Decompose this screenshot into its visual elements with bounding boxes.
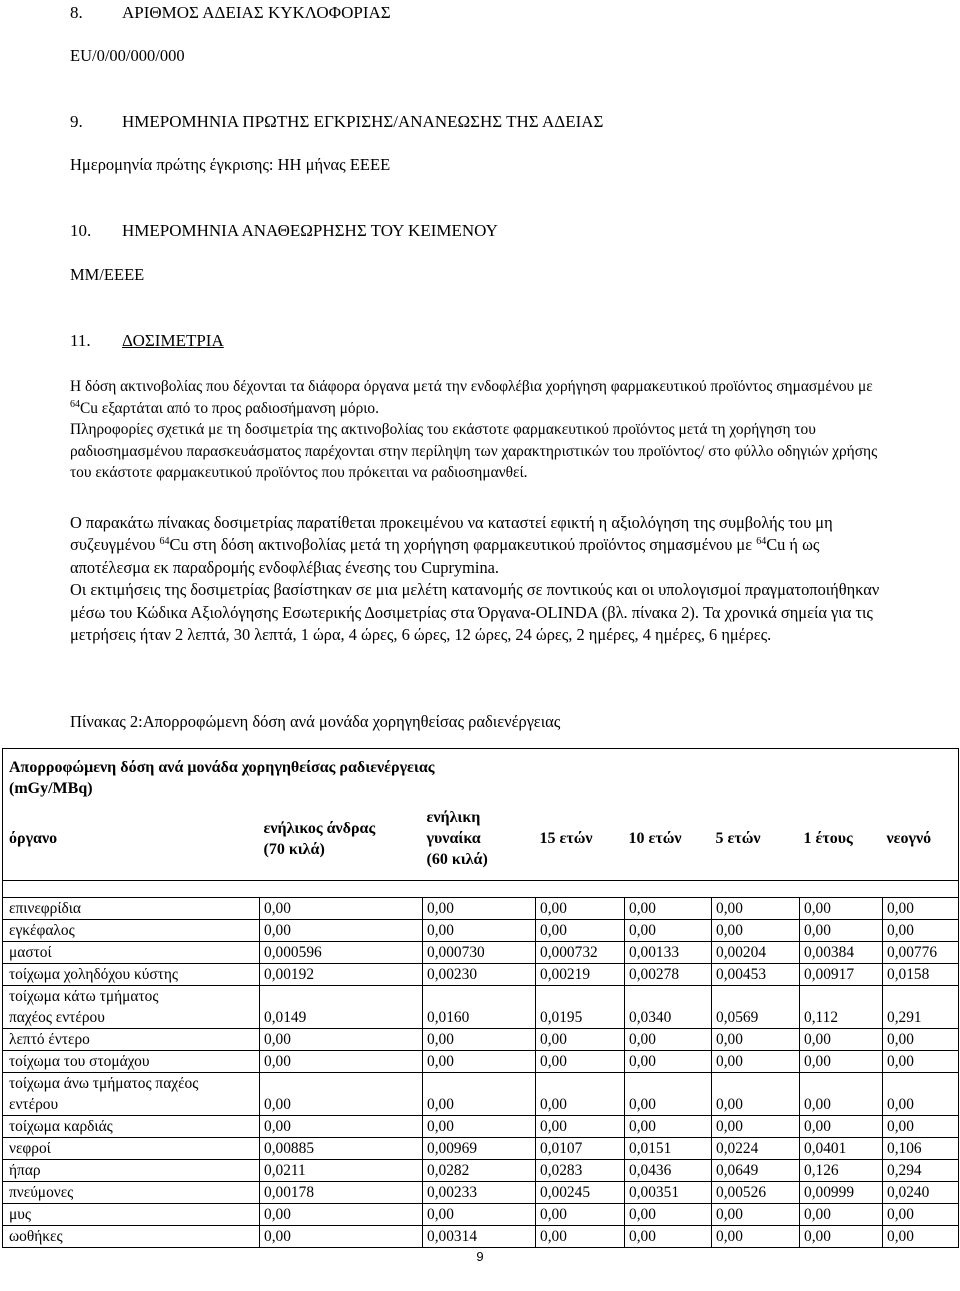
dose-value-cell: 0,00219 bbox=[536, 964, 625, 986]
dose-value-cell: 0,00 bbox=[536, 1226, 625, 1248]
header-5-years bbox=[712, 803, 800, 881]
dose-value-cell: 0,00 bbox=[260, 920, 423, 942]
organ-name: ήπαρ bbox=[9, 1162, 41, 1179]
organ-name: νεφροί bbox=[9, 1140, 51, 1157]
paragraph-estimates: Οι εκτιμήσεις της δοσιμετρίας βασίστηκαν σε μια μελέτη κατανομής σε ποντικούς και οι υπολογισμοί πραγματοποιήθηκαν μέσω του Κώδικα Αξιολόγησης Εσωτερικής Δοσιμετρίας στα Όργανα-OLINDA (βλ. πίνακα 2). Τα χρονικά σημεία για τις μετρήσεις ήταν 2 λεπτά, 30 λεπτά, 1 ώρα, 4 ώρες, 6 ώρες, 12 ώρες, 24 ώρες, 2 ημέρες, 4 ημέρες, 6 ημέρες. bbox=[70, 580, 880, 645]
dose-value-cell: 0,0282 bbox=[423, 1160, 536, 1182]
dose-value-cell: 0,00969 bbox=[423, 1138, 536, 1160]
text-run: Ο παρακάτω πίνακας δοσιμετρίας παρατίθεται προκειμένου να καταστεί εφικτή η αξιολόγηση της συμβολής του μη συζευγμένου bbox=[70, 513, 833, 555]
dose-value-cell: 0,00 bbox=[712, 898, 800, 920]
table-row bbox=[3, 1160, 959, 1182]
dose-value-cell: 0,00 bbox=[536, 1116, 625, 1138]
dose-value-cell: 0,00 bbox=[536, 1029, 625, 1051]
section-title: ΔΟΣΙΜΕΤΡΙΑ bbox=[122, 331, 224, 350]
dosimetry-text-block-1 bbox=[70, 376, 890, 484]
dose-value-cell: 0,00204 bbox=[712, 942, 800, 964]
header-adult-female bbox=[423, 803, 536, 881]
table-row bbox=[3, 942, 959, 964]
text-run: Cu ή ως αποτέλεσμα εκ παραδρομής ενδοφλέβιας ένεσης του Cuprymina. bbox=[70, 535, 820, 577]
organ-cell bbox=[3, 986, 260, 1029]
table-row bbox=[3, 1204, 959, 1226]
dose-value-cell: 0,00 bbox=[712, 1116, 800, 1138]
dose-value-cell: 0,00230 bbox=[423, 964, 536, 986]
header-text: 10 ετών bbox=[628, 830, 682, 847]
dose-value-cell: 0,00192 bbox=[260, 964, 423, 986]
header-text: όργανο bbox=[9, 830, 58, 847]
paragraph-table-purpose bbox=[70, 512, 890, 579]
dose-value-cell: 0,00 bbox=[260, 898, 423, 920]
revision-date: MM/ΕΕΕΕ bbox=[70, 265, 145, 284]
table-row bbox=[3, 920, 959, 942]
dose-value-cell: 0,00 bbox=[712, 1226, 800, 1248]
dose-value-cell: 0,00 bbox=[800, 1204, 883, 1226]
dose-value-cell: 0,00 bbox=[800, 1051, 883, 1073]
section-10-heading bbox=[70, 221, 498, 241]
section-number: 11. bbox=[70, 331, 91, 350]
dose-value-cell: 0,294 bbox=[883, 1160, 959, 1182]
section-9-heading bbox=[70, 112, 603, 132]
table-header-row bbox=[3, 803, 959, 881]
table-row bbox=[3, 898, 959, 920]
header-newborn bbox=[883, 803, 959, 881]
header-text: 5 ετών bbox=[715, 830, 761, 847]
header-text: (60 κιλά) bbox=[426, 851, 488, 868]
header-text: (70 κιλά) bbox=[263, 840, 325, 858]
organ-cell bbox=[3, 898, 260, 920]
table-row bbox=[3, 964, 959, 986]
dose-value-cell: 0,00 bbox=[712, 1029, 800, 1051]
organ-name: εντέρου bbox=[9, 1096, 59, 1113]
dose-value-cell: 0,00 bbox=[883, 1204, 959, 1226]
organ-cell bbox=[3, 1204, 260, 1226]
organ-name: λεπτό έντερο bbox=[9, 1031, 90, 1048]
table-title: Απορροφώμενη δόση ανά μονάδα χορηγηθείσας ραδιενέργειας bbox=[9, 759, 435, 776]
dose-value-cell: 0,00 bbox=[712, 1073, 800, 1116]
dose-value-cell: 0,00 bbox=[260, 1116, 423, 1138]
dose-value-cell: 0,00 bbox=[883, 1029, 959, 1051]
dose-value-cell: 0,00 bbox=[625, 1116, 712, 1138]
header-text: ενήλικη bbox=[426, 809, 481, 826]
table-row bbox=[3, 1116, 959, 1138]
organ-cell bbox=[3, 964, 260, 986]
dose-value-cell: 0,00384 bbox=[800, 942, 883, 964]
header-organ bbox=[3, 803, 260, 881]
organ-name: εγκέφαλος bbox=[9, 922, 75, 939]
section-11-heading bbox=[70, 331, 224, 351]
table-row bbox=[3, 1138, 959, 1160]
dose-value-cell: 0,106 bbox=[883, 1138, 959, 1160]
organ-name: παχέος εντέρου bbox=[9, 1009, 105, 1026]
dose-value-cell: 0,00 bbox=[260, 1204, 423, 1226]
dose-value-cell: 0,00 bbox=[800, 1073, 883, 1116]
organ-cell bbox=[3, 1116, 260, 1138]
dosimetry-table bbox=[2, 748, 959, 1248]
header-1-year bbox=[800, 803, 883, 881]
table-row bbox=[3, 1073, 959, 1116]
dose-value-cell: 0,00 bbox=[260, 1051, 423, 1073]
dose-value-cell: 0,00 bbox=[260, 1029, 423, 1051]
organ-name: ωοθήκες bbox=[9, 1228, 63, 1245]
dose-value-cell: 0,00 bbox=[800, 920, 883, 942]
dose-value-cell: 0,0107 bbox=[536, 1138, 625, 1160]
table-row bbox=[3, 1182, 959, 1204]
isotope-superscript: 64 bbox=[159, 536, 170, 548]
dose-value-cell: 0,00 bbox=[423, 1204, 536, 1226]
dose-value-cell: 0,00 bbox=[536, 1073, 625, 1116]
dose-value-cell: 0,112 bbox=[800, 986, 883, 1029]
text-run: Cu στη δόση ακτινοβολίας μετά τη χορήγηση φαρμακευτικού προϊόντος σημασμένου με bbox=[169, 535, 757, 555]
spacer-cell bbox=[3, 881, 959, 898]
header-text: ενήλικος άνδρας bbox=[263, 819, 376, 837]
paragraph-dosimetry-info: Πληροφορίες σχετικά με τη δοσιμετρία της ακτινοβολίας του εκάστοτε φαρμακευτικού προϊόντος μετά τη χορήγηση του ραδιοσημασμένου παρασκευάσματος παρέχονται στην περίληψη των χαρακτηριστικών του προϊόντος/ στο φύλλο οδηγιών χρήσης του εκάστοτε φαρμακευτικού προϊόντος που πρόκειται να ραδιοσημανθεί. bbox=[70, 421, 878, 482]
table-caption: Πίνακας 2:Απορροφώμενη δόση ανά μονάδα χορηγηθείσας ραδιενέργειας bbox=[70, 712, 561, 731]
dose-value-cell: 0,0240 bbox=[883, 1182, 959, 1204]
organ-cell bbox=[3, 1073, 260, 1116]
dose-value-cell: 0,00 bbox=[883, 920, 959, 942]
table-title-row bbox=[3, 749, 959, 804]
table-row bbox=[3, 1226, 959, 1248]
table-title-cell bbox=[3, 749, 959, 804]
dose-value-cell: 0,0160 bbox=[423, 986, 536, 1029]
dose-value-cell: 0,00453 bbox=[712, 964, 800, 986]
organ-cell bbox=[3, 1051, 260, 1073]
header-text: 1 έτους bbox=[803, 830, 853, 847]
organ-name: τοίχωμα χοληδόχου κύστης bbox=[9, 966, 178, 983]
dose-value-cell: 0,0211 bbox=[260, 1160, 423, 1182]
dose-value-cell: 0,00 bbox=[712, 1204, 800, 1226]
dose-value-cell: 0,00314 bbox=[423, 1226, 536, 1248]
header-10-years bbox=[625, 803, 712, 881]
dose-value-cell: 0,00 bbox=[883, 1073, 959, 1116]
dose-value-cell: 0,00351 bbox=[625, 1182, 712, 1204]
dose-value-cell: 0,00 bbox=[423, 898, 536, 920]
dose-value-cell: 0,00 bbox=[423, 1029, 536, 1051]
dose-value-cell: 0,00245 bbox=[536, 1182, 625, 1204]
dose-value-cell: 0,00999 bbox=[800, 1182, 883, 1204]
authorization-number: EU/0/00/000/000 bbox=[70, 46, 185, 65]
dose-value-cell: 0,00 bbox=[260, 1073, 423, 1116]
page-number: 9 bbox=[476, 1249, 484, 1264]
dose-value-cell: 0,0149 bbox=[260, 986, 423, 1029]
dose-value-cell: 0,00 bbox=[800, 1116, 883, 1138]
dose-value-cell: 0,00917 bbox=[800, 964, 883, 986]
dose-value-cell: 0,00 bbox=[423, 920, 536, 942]
dose-value-cell: 0,00233 bbox=[423, 1182, 536, 1204]
dose-value-cell: 0,00 bbox=[625, 1051, 712, 1073]
dose-value-cell: 0,000596 bbox=[260, 942, 423, 964]
section-number: 10. bbox=[70, 221, 92, 240]
header-15-years bbox=[536, 803, 625, 881]
organ-cell bbox=[3, 1160, 260, 1182]
dose-value-cell: 0,00 bbox=[625, 920, 712, 942]
paragraph-dose-dependence bbox=[70, 376, 890, 419]
table-row bbox=[3, 1029, 959, 1051]
dose-value-cell: 0,00 bbox=[883, 1226, 959, 1248]
dose-value-cell: 0,0195 bbox=[536, 986, 625, 1029]
organ-cell bbox=[3, 942, 260, 964]
table-spacer-row bbox=[3, 881, 959, 898]
organ-cell bbox=[3, 1226, 260, 1248]
text-run: Cu εξαρτάται από το προς ραδιοσήμανση μόριο. bbox=[80, 399, 379, 417]
table-unit: (mGy/MBq) bbox=[9, 780, 93, 797]
isotope-superscript: 64 bbox=[756, 536, 767, 548]
dose-value-cell: 0,00 bbox=[625, 1073, 712, 1116]
dose-value-cell: 0,00 bbox=[625, 1029, 712, 1051]
header-text: 15 ετών bbox=[539, 830, 593, 847]
dose-value-cell: 0,00 bbox=[536, 920, 625, 942]
dose-value-cell: 0,00526 bbox=[712, 1182, 800, 1204]
dose-value-cell: 0,0401 bbox=[800, 1138, 883, 1160]
dose-value-cell: 0,0340 bbox=[625, 986, 712, 1029]
dose-value-cell: 0,000732 bbox=[536, 942, 625, 964]
organ-name: τοίχωμα καρδιάς bbox=[9, 1118, 113, 1135]
dose-value-cell: 0,00 bbox=[536, 898, 625, 920]
dose-value-cell: 0,0283 bbox=[536, 1160, 625, 1182]
dose-value-cell: 0,00 bbox=[536, 1051, 625, 1073]
dose-value-cell: 0,00 bbox=[625, 1204, 712, 1226]
dose-value-cell: 0,000730 bbox=[423, 942, 536, 964]
dose-value-cell: 0,00 bbox=[712, 920, 800, 942]
dose-value-cell: 0,00 bbox=[260, 1226, 423, 1248]
section-8-heading bbox=[70, 3, 391, 23]
section-title: ΗΜΕΡΟΜΗΝΙΑ ΠΡΩΤΗΣ ΕΓΚΡΙΣΗΣ/ΑΝΑΝΕΩΣΗΣ ΤΗΣ ΑΔΕΙΑΣ bbox=[122, 112, 604, 131]
organ-name: τοίχωμα άνω τμήματος παχέος bbox=[9, 1075, 199, 1092]
organ-cell bbox=[3, 1138, 260, 1160]
isotope-superscript: 64 bbox=[70, 398, 80, 410]
organ-cell bbox=[3, 1029, 260, 1051]
dosimetry-text-block-2 bbox=[70, 512, 890, 646]
dose-value-cell: 0,00 bbox=[712, 1051, 800, 1073]
table-row bbox=[3, 986, 959, 1029]
dose-value-cell: 0,00 bbox=[423, 1051, 536, 1073]
dose-value-cell: 0,0649 bbox=[712, 1160, 800, 1182]
dose-value-cell: 0,00885 bbox=[260, 1138, 423, 1160]
dose-value-cell: 0,00 bbox=[423, 1073, 536, 1116]
section-title: ΑΡΙΘΜΟΣ ΑΔΕΙΑΣ ΚΥΚΛΟΦΟΡΙΑΣ bbox=[122, 3, 391, 22]
section-number: 8. bbox=[70, 3, 83, 22]
dose-value-cell: 0,0436 bbox=[625, 1160, 712, 1182]
first-authorization-date: Ημερομηνία πρώτης έγκρισης: ΗΗ μήνας ΕΕΕΕ bbox=[70, 155, 391, 174]
organ-name: μυς bbox=[9, 1206, 31, 1223]
dose-value-cell: 0,00 bbox=[883, 898, 959, 920]
dose-value-cell: 0,291 bbox=[883, 986, 959, 1029]
organ-name: τοίχωμα κάτω τμήματος bbox=[9, 988, 159, 1005]
dose-value-cell: 0,00 bbox=[800, 1226, 883, 1248]
dose-value-cell: 0,00776 bbox=[883, 942, 959, 964]
section-title: ΗΜΕΡΟΜΗΝΙΑ ΑΝΑΘΕΩΡΗΣΗΣ ΤΟΥ ΚΕΙΜΕΝΟΥ bbox=[122, 221, 498, 240]
dose-value-cell: 0,0224 bbox=[712, 1138, 800, 1160]
dose-value-cell: 0,00 bbox=[536, 1204, 625, 1226]
header-adult-male bbox=[260, 803, 423, 881]
dose-value-cell: 0,00 bbox=[800, 898, 883, 920]
dose-value-cell: 0,00133 bbox=[625, 942, 712, 964]
dose-value-cell: 0,00178 bbox=[260, 1182, 423, 1204]
header-text: γυναίκα bbox=[426, 830, 481, 847]
section-number: 9. bbox=[70, 112, 83, 131]
text-run: Η δόση ακτινοβολίας που δέχονται τα διάφορα όργανα μετά την ενδοφλέβια χορήγηση φαρμακευτικού προϊόντος σημασμένου με bbox=[70, 378, 873, 395]
dose-value-cell: 0,00 bbox=[625, 1226, 712, 1248]
dose-value-cell: 0,126 bbox=[800, 1160, 883, 1182]
organ-cell bbox=[3, 920, 260, 942]
organ-name: πνεύμονες bbox=[9, 1184, 74, 1201]
organ-name: επινεφρίδια bbox=[9, 900, 81, 917]
dose-value-cell: 0,0158 bbox=[883, 964, 959, 986]
organ-cell bbox=[3, 1182, 260, 1204]
dose-value-cell: 0,00 bbox=[800, 1029, 883, 1051]
dose-value-cell: 0,0151 bbox=[625, 1138, 712, 1160]
dose-value-cell: 0,00 bbox=[883, 1116, 959, 1138]
dose-value-cell: 0,00278 bbox=[625, 964, 712, 986]
header-text: νεογνό bbox=[886, 830, 932, 847]
organ-name: μαστοί bbox=[9, 944, 52, 961]
table-row bbox=[3, 1051, 959, 1073]
organ-name: τοίχωμα του στομάχου bbox=[9, 1053, 150, 1070]
dose-value-cell: 0,0569 bbox=[712, 986, 800, 1029]
dose-value-cell: 0,00 bbox=[625, 898, 712, 920]
dose-value-cell: 0,00 bbox=[883, 1051, 959, 1073]
dose-value-cell: 0,00 bbox=[423, 1116, 536, 1138]
